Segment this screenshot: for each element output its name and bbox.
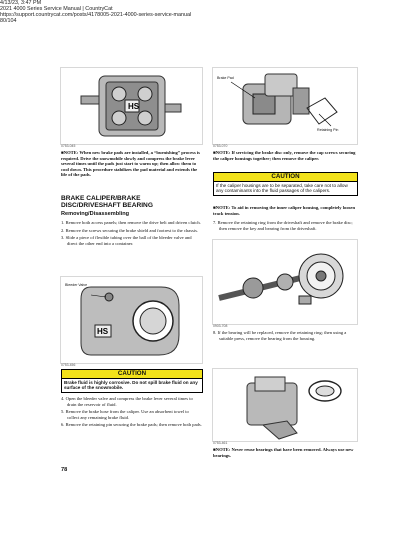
driveshaft-drawing	[213, 240, 357, 324]
print-datetime: 4/13/23, 3:47 PM	[0, 0, 42, 6]
note-new-bearings: ■NOTE: Never reuse bearings that have been removed. Always use new bearings.	[213, 447, 354, 458]
step-1: 1. Remove both access panels; then remove the drive belt and driven clutch.	[61, 220, 201, 225]
caliper-figure	[60, 67, 203, 145]
caution-text-right: If the caliper housings are to be separated, take care not to allow any contaminants into the fluid passages of the calipers.	[216, 183, 348, 194]
step-2: 2. Remove the screws securing the brake shield and footrest to the chassis.	[61, 227, 199, 233]
figure-id-2: 0753-456	[61, 363, 76, 367]
step-5: 5. Remove the brake hose from the caliper. Use an absorbent towel to collect any remaining brake fluid.	[61, 409, 189, 420]
bleeder-valve-figure	[60, 276, 203, 364]
note-track-tension: ■NOTE: To aid in removing the inner caliper housing, completely loosen track tension.	[213, 205, 356, 216]
caution-box-right	[213, 172, 358, 196]
section-title: BRAKE CALIPER/BRAKE DISC/DRIVESHAFT BEARING	[61, 195, 153, 210]
step-list-b	[61, 396, 202, 428]
retaining-pin-label: Retaining Pin	[317, 128, 339, 132]
page-number: 78	[61, 467, 68, 473]
note-brake-disc: ■NOTE: If servicing the brake disc only, remove the cap screws securing the caliper housings together; then remove the caliper.	[213, 150, 356, 161]
figure-id-5: 0753-461	[213, 441, 228, 445]
bearing-figure	[212, 368, 358, 442]
caution-box-left	[61, 369, 203, 393]
figure-id-3: 0753-070	[213, 144, 228, 148]
brake-pad-drawing	[213, 68, 357, 144]
brake-pad-label: Brake Pad	[217, 76, 234, 80]
step-7: 7. Remove the retaining ring from the driveshaft and remove the brake disc; then remove the key and bearing from the driveshaft.	[213, 220, 353, 231]
figure-id-1: 0753-045	[61, 144, 76, 148]
step-4: 4. Open the bleeder valve and compress the brake lever several times to drain the reservoir of fluid.	[61, 396, 193, 407]
figure-id-4: 0903-708	[213, 324, 228, 328]
brake-pad-figure	[212, 67, 358, 145]
driveshaft-figure	[212, 239, 358, 325]
print-url: https://support.countrycat.com/posts/4178005-2021-4000-series-service-manual	[0, 12, 192, 18]
caution-title-right: CAUTION	[214, 173, 357, 182]
bleeder-valve-label: Bleeder Valve	[65, 283, 88, 287]
print-page-count: 80/104	[0, 18, 17, 24]
step-3: 3. Slide a piece of flexible tubing over the ball of the bleeder valve and direct the other end into a container.	[61, 235, 192, 246]
step-8: 8. If the bearing will be replaced, remove the retaining ring; then using a suitable press, remove the bearing from the housing.	[213, 330, 347, 341]
print-doc-title: 2021 4000 Series Service Manual | CountryCat	[0, 6, 113, 12]
bleeder-drawing	[61, 277, 202, 363]
caliper-drawing	[61, 68, 202, 144]
svg-text:HS: HS	[97, 327, 109, 336]
step-list-a	[61, 220, 202, 246]
svg-text:HS: HS	[128, 102, 140, 111]
step-6: 6. Remove the retaining pin securing the brake pads; then remove both pads.	[61, 422, 202, 428]
caution-text-left: Brake fluid is highly corrosive. Do not spill brake fluid on any surface of the snowmobile.	[64, 380, 198, 391]
caution-title-left: CAUTION	[62, 370, 202, 379]
bearing-drawing	[213, 369, 357, 441]
note-burnishing: ■NOTE: When new brake pads are installed, a “burnishing” process is required. Drive the snowmobile slowly and compress the brake lever several times until the pads just start to warm up; then allow them to cool down. This procedure stabilizes the pad material and extends the life of the pads.	[61, 150, 200, 178]
subsection-title: Removing/Disassembling	[61, 211, 130, 217]
